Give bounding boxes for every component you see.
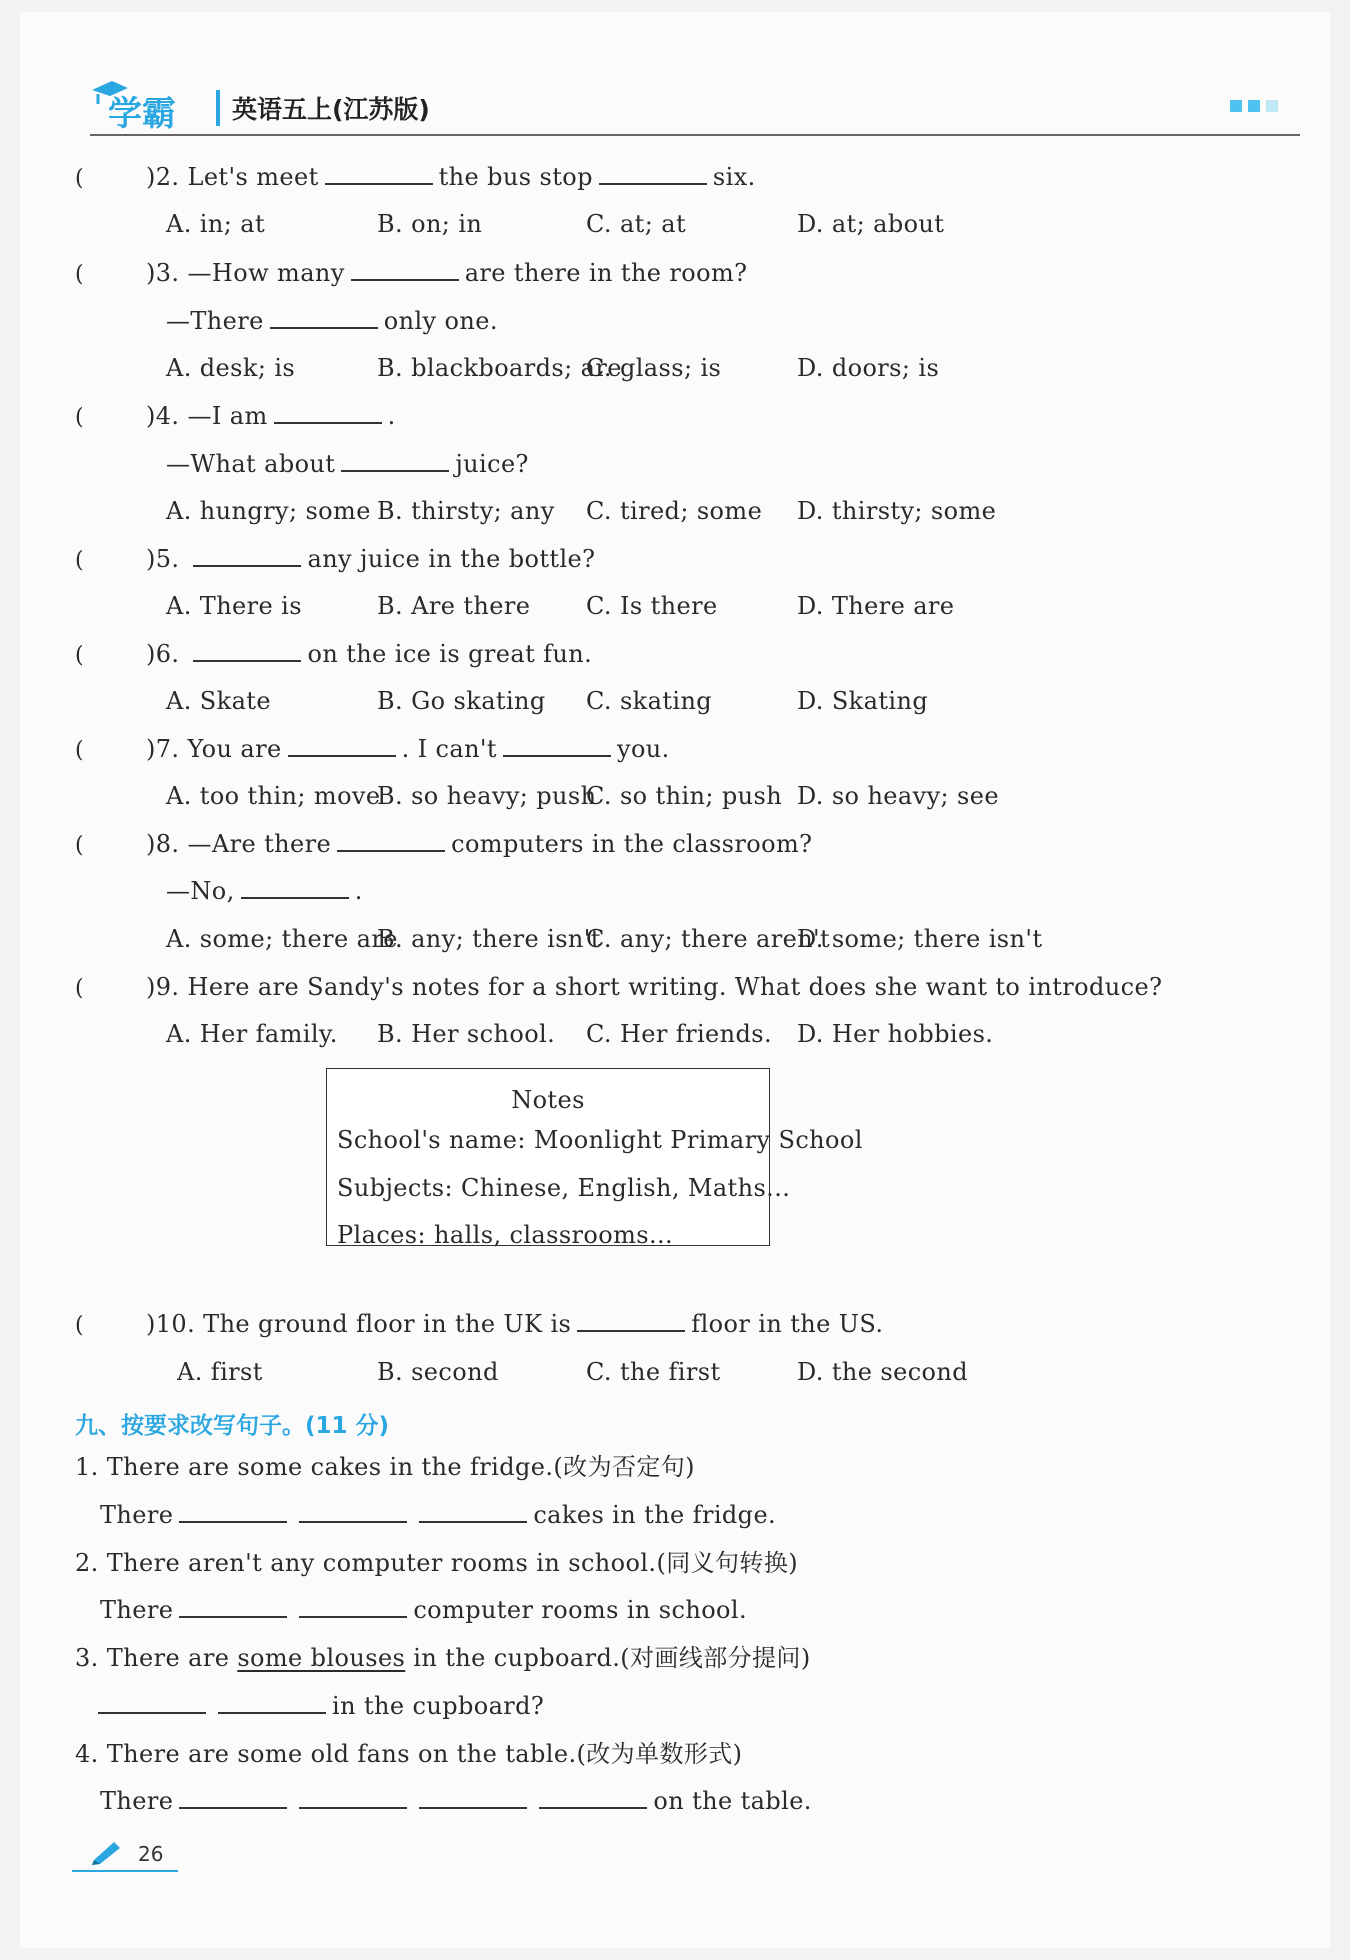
page-number: 26 [138, 1842, 164, 1866]
notes-line: School's name: Moonlight Primary School [337, 1126, 863, 1154]
answer-blank[interactable] [179, 1596, 287, 1618]
answer-blank[interactable] [539, 1787, 647, 1809]
question-4: ( )4. —I am . [75, 402, 396, 430]
answer-blank[interactable] [179, 1501, 287, 1523]
option-d[interactable]: D. some; there isn't [797, 925, 1043, 953]
rewrite-item-2: 2. There aren't any computer rooms in school.(同义句转换) [75, 1549, 798, 1577]
answer-paren[interactable]: ( [75, 166, 84, 191]
answer-paren[interactable]: ( [75, 643, 84, 668]
option-b[interactable]: B. on; in [377, 210, 483, 238]
rewrite-answer-4: There on the table. [100, 1787, 812, 1815]
answer-blank[interactable] [299, 1787, 407, 1809]
answer-blank[interactable] [419, 1501, 527, 1523]
answer-blank[interactable] [337, 830, 445, 852]
header-square [1230, 100, 1242, 112]
option-c[interactable]: C. so thin; push [586, 782, 783, 810]
answer-blank[interactable] [577, 1310, 685, 1332]
option-c[interactable]: C. at; at [586, 210, 686, 238]
answer-blank[interactable] [503, 735, 611, 757]
option-c[interactable]: C. the first [586, 1358, 721, 1386]
option-b[interactable]: B. blackboards; are [377, 354, 622, 382]
answer-blank[interactable] [270, 307, 378, 329]
header-square [1266, 100, 1278, 112]
question-3: ( )3. —How many are there in the room? [75, 259, 748, 287]
option-c[interactable]: C. any; there aren't [586, 925, 831, 953]
answer-blank[interactable] [98, 1692, 206, 1714]
answer-blank[interactable] [419, 1787, 527, 1809]
answer-blank[interactable] [325, 163, 433, 185]
option-c[interactable]: C. Is there [586, 592, 718, 620]
option-a[interactable]: A. hungry; some [166, 497, 371, 525]
answer-paren[interactable]: ( [75, 976, 84, 1001]
notes-line: Subjects: Chinese, English, Maths... [337, 1174, 791, 1202]
option-c[interactable]: C. tired; some [586, 497, 763, 525]
rewrite-item-3: 3. There are some blouses in the cupboard.(对画线部分提问) [75, 1644, 811, 1672]
answer-blank[interactable] [599, 163, 707, 185]
option-b[interactable]: B. Are there [377, 592, 531, 620]
rewrite-answer-2: There computer rooms in school. [100, 1596, 748, 1624]
answer-blank[interactable] [241, 877, 349, 899]
answer-blank[interactable] [274, 402, 382, 424]
question-5: ( )5. any juice in the bottle? [75, 545, 596, 573]
option-b[interactable]: B. any; there isn't [377, 925, 601, 953]
answer-blank[interactable] [193, 545, 301, 567]
option-d[interactable]: D. There are [797, 592, 955, 620]
option-a[interactable]: A. Skate [166, 687, 271, 715]
rewrite-item-1: 1. There are some cakes in the fridge.(改为否定句) [75, 1453, 695, 1481]
option-c[interactable]: C. skating [586, 687, 713, 715]
question-3-line2: —There only one. [166, 307, 498, 335]
option-a[interactable]: A. first [177, 1358, 263, 1386]
option-d[interactable]: D. so heavy; see [797, 782, 999, 810]
option-a[interactable]: A. some; there are [166, 925, 398, 953]
option-d[interactable]: D. doors; is [797, 354, 940, 382]
answer-blank[interactable] [179, 1787, 287, 1809]
option-d[interactable]: D. Skating [797, 687, 929, 715]
option-b[interactable]: B. Go skating [377, 687, 546, 715]
answer-paren[interactable]: ( [75, 738, 84, 763]
option-a[interactable]: A. There is [166, 592, 302, 620]
option-c[interactable]: C. Her friends. [586, 1020, 772, 1048]
underlined-phrase: some blouses [237, 1644, 406, 1672]
rewrite-item-4: 4. There are some old fans on the table.(改为单数形式) [75, 1740, 743, 1768]
header [90, 84, 1300, 144]
answer-blank[interactable] [288, 735, 396, 757]
logo-divider [216, 90, 220, 126]
question-9: ( )9. Here are Sandy's notes for a short writing. What does she want to introduce? [75, 973, 1163, 1001]
option-d[interactable]: D. Her hobbies. [797, 1020, 994, 1048]
option-d[interactable]: D. thirsty; some [797, 497, 997, 525]
option-b[interactable]: B. so heavy; push [377, 782, 597, 810]
option-a[interactable]: A. Her family. [166, 1020, 338, 1048]
rewrite-answer-1: There cakes in the fridge. [100, 1501, 777, 1529]
question-10: ( )10. The ground floor in the UK is floor in the US. [75, 1310, 884, 1338]
answer-blank[interactable] [299, 1501, 407, 1523]
header-square [1248, 100, 1260, 112]
option-a[interactable]: A. too thin; move [166, 782, 381, 810]
notes-line: Places: halls, classrooms... [337, 1221, 674, 1249]
notes-box [326, 1068, 863, 1249]
book-title: 英语五上(江苏版) [232, 95, 430, 124]
option-a[interactable]: A. desk; is [166, 354, 296, 382]
question-7: ( )7. You are . I can't you. [75, 735, 670, 763]
answer-blank[interactable] [193, 640, 301, 662]
answer-paren[interactable]: ( [75, 405, 84, 430]
option-b[interactable]: B. second [377, 1358, 499, 1386]
question-4-line2: —What about juice? [166, 450, 529, 478]
notes-title: Notes [511, 1086, 585, 1114]
option-d[interactable]: D. the second [797, 1358, 969, 1386]
section-title: 九、按要求改写句子。(11 分) [75, 1413, 390, 1439]
answer-blank[interactable] [341, 450, 449, 472]
worksheet-page [20, 12, 1330, 1948]
question-6: ( )6. on the ice is great fun. [75, 640, 593, 668]
answer-paren[interactable]: ( [75, 548, 84, 573]
option-b[interactable]: B. thirsty; any [377, 497, 555, 525]
header-rule [90, 134, 1300, 136]
option-c[interactable]: C. glass; is [586, 354, 722, 382]
rewrite-answer-3: in the cupboard? [92, 1691, 544, 1721]
question-8-line2: —No, . [166, 877, 363, 905]
question-2: ( )2. Let's meet the bus stop six. [75, 163, 756, 191]
footer-rule [72, 1870, 178, 1872]
answer-paren[interactable]: ( [75, 833, 84, 858]
question-8: ( )8. —Are there computers in the classroom? [75, 830, 813, 858]
answer-paren[interactable]: ( [75, 1313, 84, 1338]
answer-blank[interactable] [218, 1692, 326, 1714]
option-b[interactable]: B. Her school. [377, 1020, 556, 1048]
option-a[interactable]: A. in; at [166, 210, 265, 238]
pencil-icon [90, 1836, 126, 1866]
option-d[interactable]: D. at; about [797, 210, 945, 238]
answer-blank[interactable] [351, 259, 459, 281]
answer-blank[interactable] [299, 1596, 407, 1618]
logo: 学霸 [108, 94, 176, 134]
answer-paren[interactable]: ( [75, 262, 84, 287]
